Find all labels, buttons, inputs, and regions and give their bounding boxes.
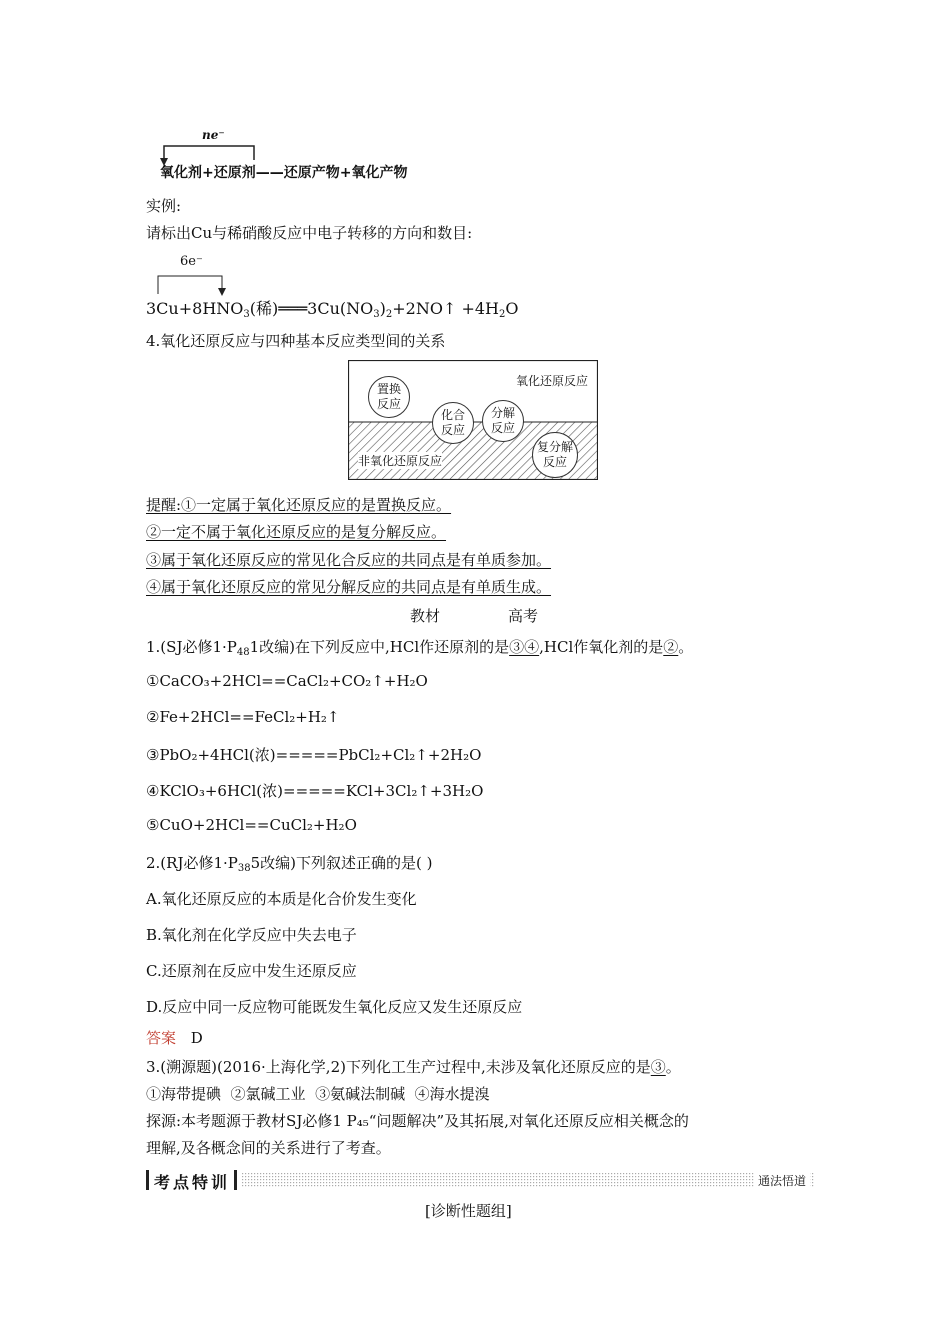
answer-label: 答案 [146,1029,177,1047]
diagram-top-label: 氧化还原反应 [515,374,588,388]
subtitle: [诊断性题组] [425,1202,512,1220]
q2-option-b: B.氧化剂在化学反应中失去电子 [146,926,357,944]
q2-stem: 2.(RJ必修$1\cdot P_{38}5$改编)下列叙述正确的是( ) [146,854,433,874]
section4-title: 4.氧化还原反应与四种基本反应类型间的关系 [146,332,446,350]
q2-option-c: C.还原剂在反应中发生还原反应 [146,962,357,980]
scheme-electron-label: ne⁻ [202,128,225,142]
q1-answer-oxidizing: ② [663,638,679,656]
reaction-electron-label: 6e⁻ [180,254,203,269]
q1-option-2: ②Fe+2HCl==FeCl₂+H₂↑ [146,708,340,726]
q1-option-1: ①CaCO₃+2HCl==CaCl₂+CO₂↑+H₂O [146,672,428,690]
reaction-type-diagram [348,360,598,480]
scheme-block [158,128,438,180]
reminder-2: ②一定不属于氧化还原反应的是复分解反应。 [146,523,447,541]
scheme-equation: 氧化剂+还原剂——还原产物+氧化产物 [160,165,408,181]
section-banner [146,1170,814,1190]
q2-option-a: A.氧化还原反应的本质是化合价发生变化 [146,890,417,908]
reaction-arrow-icon [146,254,246,298]
diagram-bottom-label: 非氧化还原反应 [358,454,443,468]
q3-options: ①海带提碘 ②氯碱工业 ③氨碱法制碱 ④海水提溴 [146,1085,490,1103]
q3-source-line2: 理解,及各概念间的关系进行了考查。 [146,1139,391,1157]
answer-value: D [190,1029,203,1047]
q1-option-3: ③PbO₂+4HCl(浓)=====PbCl₂+Cl₂↑+2H₂O [146,746,482,764]
q2-option-d: D.反应中同一反应物可能既发生氧化反应又发生还原反应 [146,998,523,1016]
bubble-displacement: 置换 反应 [368,376,410,418]
q1-option-4: ④KClO₃+6HCl(浓)=====KCl+3Cl₂↑+3H₂O [146,782,484,800]
reminder-3: ③属于氧化还原反应的常见化合反应的共同点是有单质参加。 [146,551,552,569]
reminder-1: 提醒:①一定属于氧化还原反应的是置换反应。 [146,496,452,514]
q3-answer: ③ [650,1058,666,1076]
bubble-double-displacement: 复分解 反应 [532,432,578,478]
banner-right-title: 通法悟道 [754,1172,810,1189]
banner-left-title: 考点特训 [154,1173,231,1192]
q3-source-line1: 探源:本考题源于教材SJ必修1 P₄₅“问题解决”及其拓展,对氧化还原反应相关概念的 [146,1112,689,1130]
example-label: 实例: [146,197,182,215]
instruction-text: 请标出Cu与稀硝酸反应中电子转移的方向和数目: [146,224,473,242]
reaction-equation: $3Cu+8HNO_3$(稀)$═══3Cu(NO_3)_2+2NO↑ +4H_2O$ [146,299,519,320]
section-heading-left: 教材 [410,607,441,625]
banner-background [146,1170,814,1190]
bubble-decomposition: 分解 反应 [482,400,524,442]
q1-option-5: ⑤CuO+2HCl==CuCl₂+H₂O [146,816,357,834]
section-heading-right: 高考 [508,607,539,625]
bubble-combination: 化合 反应 [432,402,474,444]
q2-answer [146,1027,203,1048]
q1-answer-reducing: ③④ [509,638,540,656]
q1-stem: 1.(SJ必修$1\cdot P_{48}1$改编)在下列反应中,HCl作还原剂的是③④,HCl作氧化剂的是②。 [146,638,694,658]
reaction-block [146,254,566,320]
reminder-4: ④属于氧化还原反应的常见分解反应的共同点是有单质生成。 [146,578,552,596]
q3-stem: 3.(溯源题)(2016·上海化学,2)下列化工生产过程中,未涉及氧化还原反应的是③。 [146,1058,681,1076]
